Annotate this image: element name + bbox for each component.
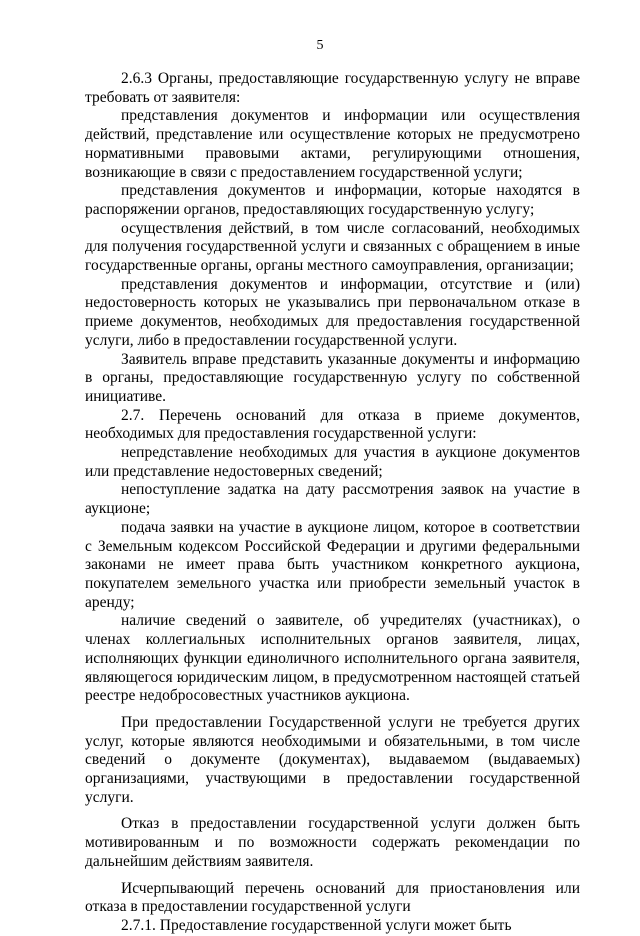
- paragraph: Заявитель вправе представить указанные документы и информацию в органы, предоставляющие государственную услугу по собственной инициативе.: [85, 350, 580, 405]
- paragraph: 2.7.1. Предоставление государственной услуги может быть: [121, 916, 512, 934]
- paragraph: Отказ в предоставлении государственной услуги должен быть мотивированным и по возможности содержать рекомендации по дальнейшим действиям заявителя.: [85, 815, 580, 870]
- paragraph: наличие сведений о заявителе, об учредителях (участниках), о членах коллегиальных исполнительных органов заявителя, лицах, исполняющих функции единоличного исполнительного органа заявителя, являющегося юридическим лицом, в предусмотренном настоящей статьей реестре недобросовестных участников аукциона.: [85, 612, 580, 705]
- page-number: 5: [316, 38, 324, 53]
- paragraph: непоступление задатка на дату рассмотрения заявок на участие в аукционе;: [85, 481, 580, 518]
- document-body: [85, 70, 580, 936]
- paragraph: представления документов и информации или осуществления действий, представление или осуществление которых не предусмотрено нормативными правовыми актами, регулирующими отношения, возникающие в связи с предоставлением государственной услуги;: [85, 107, 580, 181]
- paragraph: Исчерпывающий перечень оснований для приостановления или отказа в предоставлении государственной услуги: [85, 879, 580, 916]
- paragraph: представления документов и информации, которые находятся в распоряжении органов, предоставляющих государственную услугу;: [85, 182, 580, 218]
- paragraph: непредставление необходимых для участия в аукционе документов или представление недостоверных сведений;: [85, 444, 580, 480]
- paragraph: 2.6.3 Органы, предоставляющие государственную услугу не вправе требовать от заявителя:: [85, 70, 580, 106]
- paragraph: представления документов и информации, отсутствие и (или) недостоверность которых не указывались при первоначальном отказе в приеме документов, необходимых для предоставления государственной услуги, либо в предоставлении государственной услуги.: [85, 275, 580, 349]
- paragraph: 2.7. Перечень оснований для отказа в приеме документов, необходимых для предоставления государственной услуги:: [85, 406, 580, 443]
- paragraph: подача заявки на участие в аукционе лицом, которое в соответствии с Земельным кодексом Российской Федерации и другими федеральными законами не имеет права быть участником конкретного аукциона, покупателем земельного участка или приобрести земельный участок в аренду;: [85, 518, 580, 611]
- paragraph: осуществления действий, в том числе согласований, необходимых для получения государственной услуги и связанных с обращением в иные государственные органы, органы местного самоуправления, организации;: [85, 219, 580, 275]
- paragraph: При предоставлении Государственной услуги не требуется других услуг, которые являются необходимыми и обязательными, в том числе сведений о документе (документах), выдаваемом (выдаваемых) организациями, участвующими в предоставлении государственной услуги.: [85, 713, 580, 806]
